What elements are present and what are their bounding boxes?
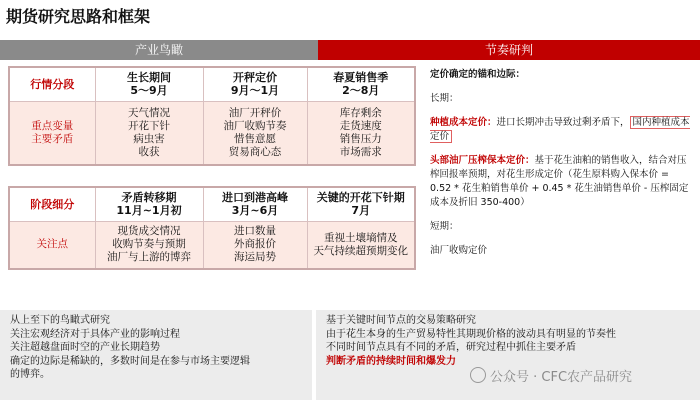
text-line: 不同时间节点具有不同的矛盾，研究过程中抓住主要矛盾 [326, 342, 576, 353]
bottom-right-box [316, 310, 700, 400]
text-line: 由于花生本身的生产贸易特性其期现价格的波动具有明显的节奏性 [326, 328, 616, 340]
crushing-breakeven-label: 头部油厂压榨保本定价： [430, 155, 535, 166]
table-header-cell: 进口到港高峰 3月~6月 [203, 187, 307, 221]
crushing-breakeven-paragraph [430, 154, 692, 210]
phase-table [8, 66, 416, 166]
page-title: 期货研究思路和框架 [6, 7, 151, 26]
text-line: 确定的边际是稀缺的，多数时间是在参与市场主要逻辑 [10, 355, 250, 367]
planting-cost-highlight: 国内种植成本定价 [430, 117, 690, 142]
table-cell: 库存剩余 走货速度 销售压力 市场需求 [307, 101, 415, 165]
table-header-cell: 矛盾转移期 11月~1月初 [95, 187, 203, 221]
table-header-cell: 关键的开花下针期 7月 [307, 187, 415, 221]
text-line: 基于关键时间节点的交易策略研究 [326, 315, 476, 326]
planting-cost-paragraph [430, 116, 692, 144]
pricing-heading: 定价确定的锚和边际： [430, 69, 526, 80]
long-term-label: 长期： [430, 93, 459, 104]
wechat-icon [470, 367, 486, 383]
watermark [470, 366, 632, 385]
table-cell: 天气情况 开花下针 病虫害 收获 [95, 101, 203, 165]
table-cell: 现货成交情况 收购节奏与预期 油厂与上游的博弈 [95, 221, 203, 269]
section-bar-rhythm: 节奏研判 [318, 40, 700, 60]
table-header-cell: 生长期间 5～9月 [95, 67, 203, 101]
table-cell: 重视土壤墒情及 天气持续超预期变化 [307, 221, 415, 269]
row-label: 重点变量 主要矛盾 [9, 101, 95, 165]
short-term-label: 短期： [430, 221, 459, 232]
text-line: 关注宏观经济对于具体产业的影响过程 [10, 328, 180, 340]
planting-cost-text: 进口长期冲击导致过剩矛盾下， [496, 117, 630, 128]
table-header-cell: 行情分段 [9, 67, 95, 101]
text-line: 的博弈。 [10, 369, 50, 380]
short-term-text: 油厂收购定价 [430, 245, 488, 256]
table-header-cell: 春夏销售季 2～8月 [307, 67, 415, 101]
crushing-breakeven-text: 基于花生油粕的销售收入，结合对压榨回报率预期，对花生形成定价（花生原料购入保本价 = 0.52 * 花生粕销售单价 + 0.45 * 花生油销售单价 - 压榨固定成本及折旧 350-400） [430, 155, 689, 208]
text-line: 关注超越盘面时空的产业长期趋势 [10, 342, 160, 353]
table-cell: 进口数量 外商报价 海运局势 [203, 221, 307, 269]
stage-table [8, 186, 416, 270]
row-label: 关注点 [9, 221, 95, 269]
section-bar-industry: 产业鸟瞰 [0, 40, 318, 60]
text-line: 从上至下的鸟瞰式研究 [10, 315, 110, 326]
bottom-left-box [0, 310, 312, 400]
table-header-cell: 阶段细分 [9, 187, 95, 221]
table-header-cell: 开秤定价 9月～1月 [203, 67, 307, 101]
pricing-panel [430, 68, 692, 268]
planting-cost-label: 种植成本定价： [430, 117, 497, 128]
watermark-text: 公众号 · CFC农产品研究 [490, 370, 633, 385]
table-cell: 油厂开秤价 油厂收购节奏 惜售意愿 贸易商心态 [203, 101, 307, 165]
text-line-emphasis: 判断矛盾的持续时间和爆发力 [326, 355, 456, 367]
